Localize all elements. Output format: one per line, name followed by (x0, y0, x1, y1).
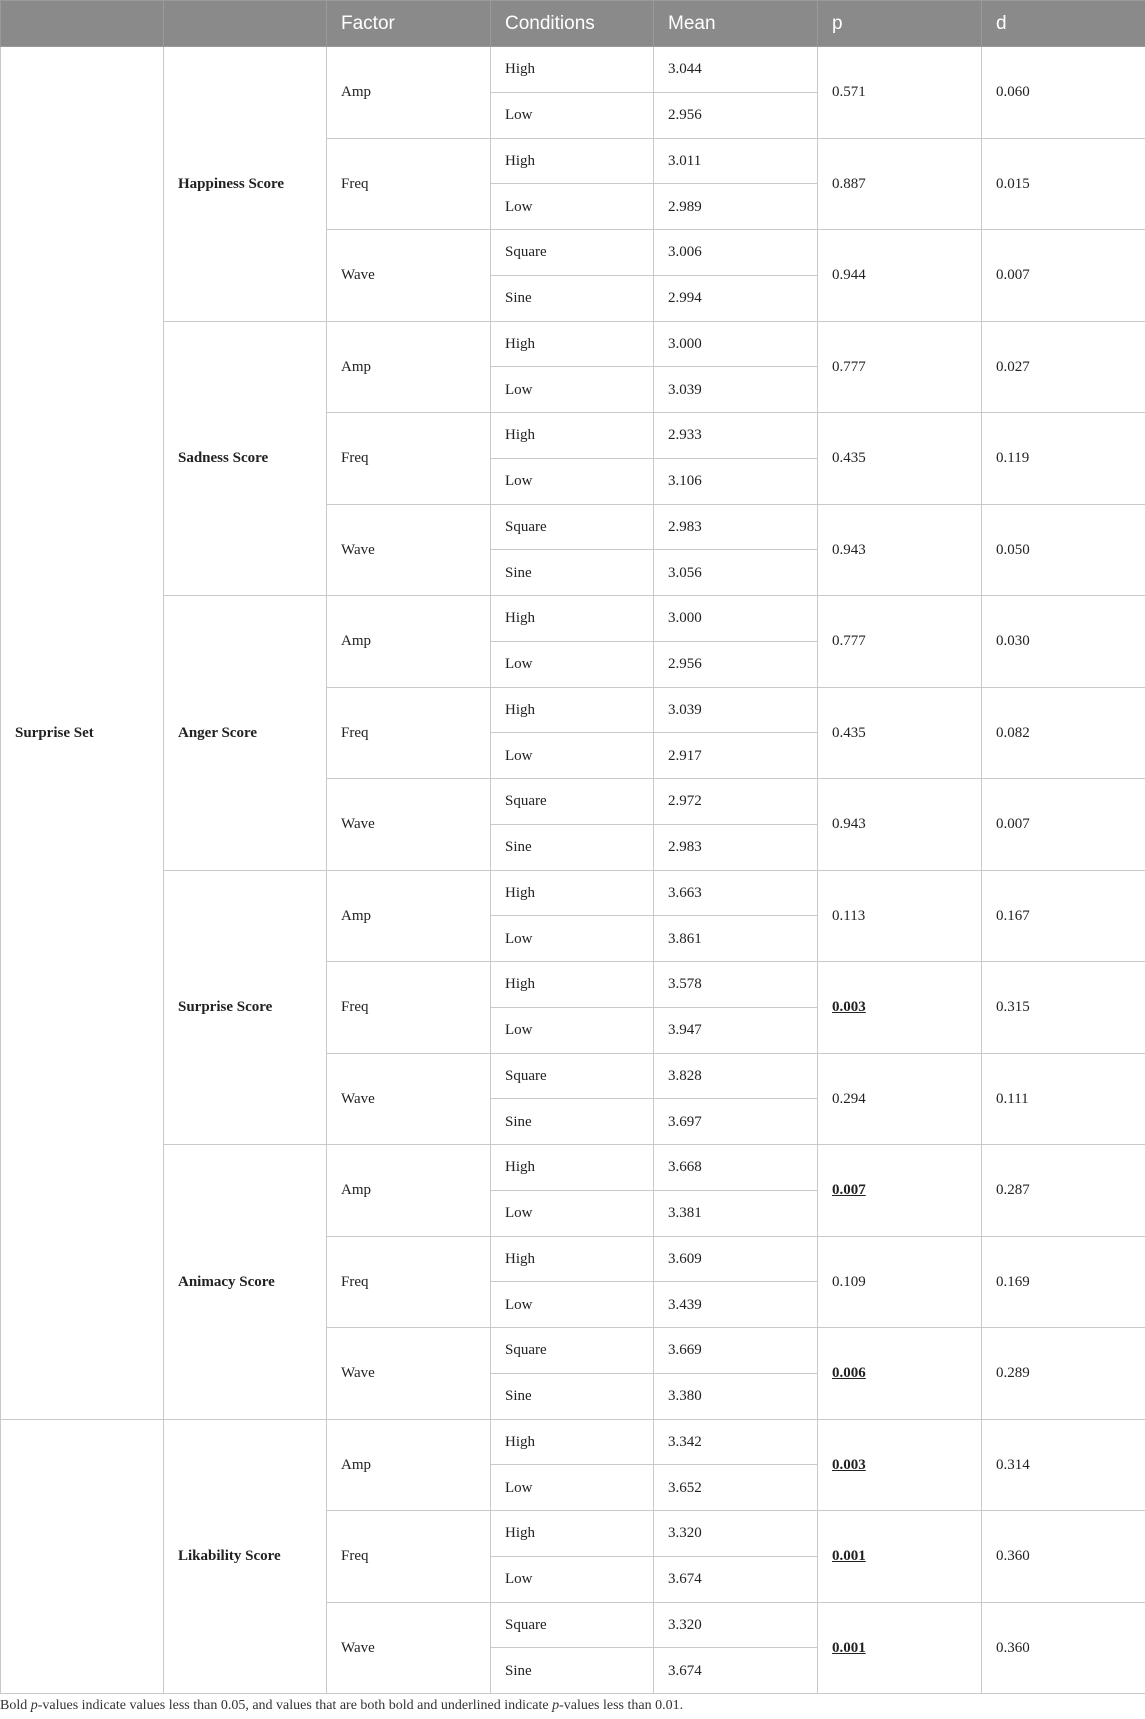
condition-cell: High (491, 687, 654, 733)
p-value-cell (818, 1145, 982, 1237)
factor-cell: Wave (327, 1602, 491, 1694)
mean-cell: 2.989 (654, 184, 818, 230)
p-value-cell (818, 870, 982, 962)
condition-cell: Low (491, 184, 654, 230)
p-value-cell (818, 962, 982, 1054)
table-row (1, 1419, 1145, 1465)
effect-size-cell: 0.060 (982, 47, 1145, 139)
factor-cell: Freq (327, 1236, 491, 1328)
mean-cell: 2.956 (654, 641, 818, 687)
condition-cell: Square (491, 779, 654, 825)
table-body (1, 47, 1145, 1694)
p-value-cell (818, 1511, 982, 1603)
p-value: 0.887 (832, 175, 866, 192)
mean-cell: 3.039 (654, 687, 818, 733)
mean-cell: 3.947 (654, 1007, 818, 1053)
condition-cell: Sine (491, 1648, 654, 1694)
factor-cell: Wave (327, 504, 491, 596)
mean-cell: 3.044 (654, 47, 818, 93)
mean-cell: 3.663 (654, 870, 818, 916)
p-value: 0.571 (832, 84, 866, 101)
factor-cell: Amp (327, 870, 491, 962)
effect-size-cell: 0.315 (982, 962, 1145, 1054)
effect-size-cell: 0.082 (982, 687, 1145, 779)
p-value: 0.003 (832, 999, 866, 1016)
condition-cell: Square (491, 504, 654, 550)
factor-cell: Amp (327, 321, 491, 413)
mean-cell: 3.697 (654, 1099, 818, 1145)
header-set (1, 1, 164, 47)
p-value-cell (818, 687, 982, 779)
mean-cell: 3.861 (654, 916, 818, 962)
score-cell: Sadness Score (164, 321, 327, 596)
p-value-cell (818, 413, 982, 505)
condition-cell: High (491, 1236, 654, 1282)
p-value: 0.003 (832, 1456, 866, 1473)
effect-size-cell: 0.169 (982, 1236, 1145, 1328)
mean-cell: 3.011 (654, 138, 818, 184)
set-cell: Surprise Set (1, 47, 164, 1420)
condition-cell: Low (491, 641, 654, 687)
condition-cell: Square (491, 1602, 654, 1648)
mean-cell: 3.578 (654, 962, 818, 1008)
effect-size-cell: 0.119 (982, 413, 1145, 505)
condition-cell: Sine (491, 275, 654, 321)
header-row (1, 1, 1145, 47)
mean-cell: 2.956 (654, 92, 818, 138)
header-conditions: Conditions (491, 1, 654, 47)
condition-cell: Square (491, 1053, 654, 1099)
p-value: 0.944 (832, 267, 866, 284)
condition-cell: Low (491, 92, 654, 138)
condition-cell: Low (491, 1282, 654, 1328)
mean-cell: 3.320 (654, 1602, 818, 1648)
mean-cell: 3.039 (654, 367, 818, 413)
condition-cell: Low (491, 1465, 654, 1511)
effect-size-cell: 0.030 (982, 596, 1145, 688)
mean-cell: 2.983 (654, 824, 818, 870)
factor-cell: Freq (327, 962, 491, 1054)
mean-cell: 3.652 (654, 1465, 818, 1511)
p-value-cell (818, 1053, 982, 1145)
condition-cell: High (491, 321, 654, 367)
footnote-text: Bold (0, 1698, 31, 1713)
p-value: 0.777 (832, 358, 866, 375)
header-score (164, 1, 327, 47)
p-value-cell (818, 321, 982, 413)
score-cell: Animacy Score (164, 1145, 327, 1420)
p-value: 0.109 (832, 1273, 866, 1290)
mean-cell: 2.933 (654, 413, 818, 459)
p-value-cell (818, 1236, 982, 1328)
p-value: 0.001 (832, 1639, 866, 1656)
table-row (1, 47, 1145, 93)
mean-cell: 2.994 (654, 275, 818, 321)
p-value: 0.777 (832, 633, 866, 650)
factor-cell: Amp (327, 47, 491, 139)
p-value-cell (818, 47, 982, 139)
header-mean: Mean (654, 1, 818, 47)
header-d: d (982, 1, 1145, 47)
effect-size-cell: 0.167 (982, 870, 1145, 962)
condition-cell: Sine (491, 1373, 654, 1419)
factor-cell: Wave (327, 230, 491, 322)
factor-cell: Amp (327, 1419, 491, 1511)
table-footnote (0, 1698, 683, 1714)
score-cell: Anger Score (164, 596, 327, 871)
condition-cell: Low (491, 916, 654, 962)
condition-cell: Low (491, 1190, 654, 1236)
mean-cell: 3.828 (654, 1053, 818, 1099)
effect-size-cell: 0.015 (982, 138, 1145, 230)
mean-cell: 2.983 (654, 504, 818, 550)
condition-cell: High (491, 870, 654, 916)
effect-size-cell: 0.360 (982, 1602, 1145, 1694)
factor-cell: Freq (327, 1511, 491, 1603)
condition-cell: Sine (491, 1099, 654, 1145)
condition-cell: Low (491, 733, 654, 779)
score-cell: Happiness Score (164, 47, 327, 322)
effect-size-cell: 0.360 (982, 1511, 1145, 1603)
mean-cell: 3.106 (654, 458, 818, 504)
p-value: 0.294 (832, 1090, 866, 1107)
condition-cell: Low (491, 458, 654, 504)
header-p: p (818, 1, 982, 47)
condition-cell: Sine (491, 824, 654, 870)
footnote-text: -values less than 0.01. (559, 1698, 684, 1713)
effect-size-cell: 0.287 (982, 1145, 1145, 1237)
score-cell: Likability Score (164, 1419, 327, 1694)
p-value: 0.007 (832, 1182, 866, 1199)
effect-size-cell: 0.314 (982, 1419, 1145, 1511)
mean-cell: 2.972 (654, 779, 818, 825)
condition-cell: Sine (491, 550, 654, 596)
set-cell (1, 1419, 164, 1694)
mean-cell: 3.320 (654, 1511, 818, 1557)
p-value-cell (818, 779, 982, 871)
factor-cell: Freq (327, 687, 491, 779)
condition-cell: High (491, 596, 654, 642)
p-value: 0.001 (832, 1548, 866, 1565)
footnote-text: -values indicate values less than 0.05, and values that are both bold and underlined indicate (37, 1698, 553, 1713)
footnote-p-italic: p (30, 1698, 38, 1713)
score-cell: Surprise Score (164, 870, 327, 1145)
mean-cell: 3.006 (654, 230, 818, 276)
condition-cell: High (491, 962, 654, 1008)
factor-cell: Freq (327, 138, 491, 230)
effect-size-cell: 0.289 (982, 1328, 1145, 1420)
mean-cell: 3.674 (654, 1556, 818, 1602)
condition-cell: High (491, 413, 654, 459)
mean-cell: 3.000 (654, 321, 818, 367)
factor-cell: Amp (327, 596, 491, 688)
mean-cell: 2.917 (654, 733, 818, 779)
condition-cell: Low (491, 367, 654, 413)
condition-cell: Low (491, 1556, 654, 1602)
p-value: 0.435 (832, 450, 866, 467)
effect-size-cell: 0.111 (982, 1053, 1145, 1145)
mean-cell: 3.674 (654, 1648, 818, 1694)
mean-cell: 3.669 (654, 1328, 818, 1374)
footnote-p-italic: p (552, 1698, 560, 1713)
p-value: 0.943 (832, 816, 866, 833)
p-value-cell (818, 504, 982, 596)
p-value-cell (818, 1419, 982, 1511)
condition-cell: Square (491, 230, 654, 276)
p-value: 0.113 (832, 907, 866, 924)
mean-cell: 3.000 (654, 596, 818, 642)
condition-cell: High (491, 1419, 654, 1465)
mean-cell: 3.668 (654, 1145, 818, 1191)
p-value-cell (818, 596, 982, 688)
table-row (1, 870, 1145, 916)
table-row (1, 596, 1145, 642)
mean-cell: 3.439 (654, 1282, 818, 1328)
condition-cell: High (491, 47, 654, 93)
effect-size-cell: 0.007 (982, 230, 1145, 322)
header-factor: Factor (327, 1, 491, 47)
condition-cell: Square (491, 1328, 654, 1374)
mean-cell: 3.381 (654, 1190, 818, 1236)
effect-size-cell: 0.007 (982, 779, 1145, 871)
mean-cell: 3.056 (654, 550, 818, 596)
factor-cell: Wave (327, 1053, 491, 1145)
p-value-cell (818, 230, 982, 322)
condition-cell: High (491, 1145, 654, 1191)
table-row (1, 321, 1145, 367)
p-value: 0.435 (832, 724, 866, 741)
factor-cell: Wave (327, 779, 491, 871)
p-value: 0.006 (832, 1365, 866, 1382)
factor-cell: Freq (327, 413, 491, 505)
effect-size-cell: 0.050 (982, 504, 1145, 596)
condition-cell: High (491, 138, 654, 184)
mean-cell: 3.342 (654, 1419, 818, 1465)
factor-cell: Amp (327, 1145, 491, 1237)
p-value-cell (818, 138, 982, 230)
condition-cell: High (491, 1511, 654, 1557)
p-value-cell (818, 1602, 982, 1694)
condition-cell: Low (491, 1007, 654, 1053)
table-row (1, 1145, 1145, 1191)
factor-cell: Wave (327, 1328, 491, 1420)
effect-size-cell: 0.027 (982, 321, 1145, 413)
mean-cell: 3.609 (654, 1236, 818, 1282)
p-value: 0.943 (832, 541, 866, 558)
mean-cell: 3.380 (654, 1373, 818, 1419)
p-value-cell (818, 1328, 982, 1420)
